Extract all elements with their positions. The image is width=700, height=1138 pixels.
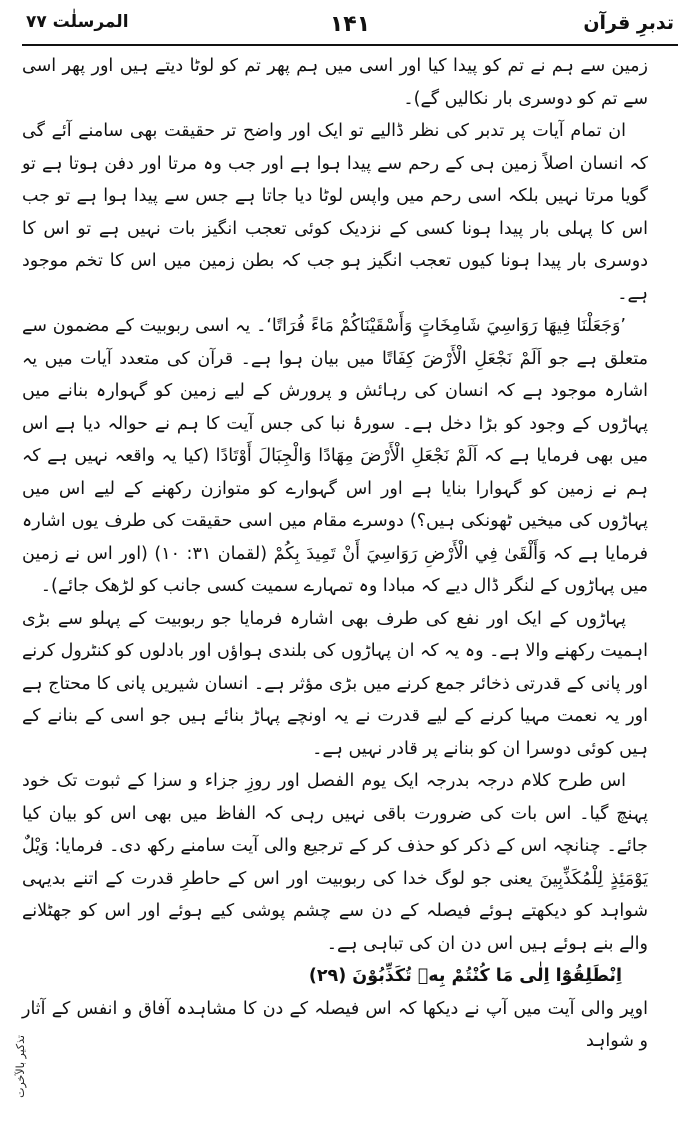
verse-29: اِنْطَلِقُوْٓا اِلٰى مَا كُنْتُمْ بِهٖ تُكَذِّبُوْنَ (۲۹): [308, 966, 622, 986]
paragraph-1: زمین سے ہم نے تم کو پیدا کیا اور اسی میں ہم پھر تم کو لوٹا دیتے ہیں اور پھر اسی سے تم کو دوسری بار نکالیں گے)۔: [22, 56, 648, 109]
page-number: ۱۴۱: [329, 12, 371, 37]
page-body: [22, 46, 678, 1058]
margin-note: تذکیر بالآخرت: [14, 1035, 27, 1098]
surah-name: المرسلٰت ۷۷: [26, 12, 129, 32]
paragraph-last: اوپر والی آیت میں آپ نے دیکھا کہ اس فیصلہ کے دن کا مشاہدہ آفاق و انفس کے آثار و شواہد: [22, 998, 648, 1051]
paragraph-4: پہاڑوں کے ایک اور نفع کی طرف بھی اشارہ فرمایا جو ربوبیت کے پہلو سے بڑی اہمیت رکھنے والا ہے۔ وہ یہ کہ ان پہاڑوں کی بلندی ہواؤں اور بادلوں کو کنٹرول کرنے اور پانی کے قدرتی ذخائر جمع کرنے میں بڑی مؤثر ہے۔ انسان شیریں پانی کا محتاج ہے اور یہ نعمت مہیا کرنے کے لیے قدرت نے یہ اونچے پہاڑ بنائے ہیں جو اسی کے بنانے کے ہیں کوئی دوسرا ان کو بنانے پر قادر نہیں ہے۔: [22, 608, 648, 759]
page-header: [22, 10, 678, 46]
paragraph-5: اس طرح کلام درجہ بدرجہ ایک یوم الفصل اور روزِ جزاء و سزا کے ثبوت تک خود پہنچ گیا۔ اس بات کی ضرورت باقی نہیں رہی کہ الفاظ میں بھی اس کو بیان کیا جائے۔ چنانچہ اس کے ذکر کو حذف کر کے ترجیع والی آیت سامنے رکھ دی۔ فرمایا: وَيْلٌ يَوْمَئِذٍ لِلْمُكَذِّبِينَ یعنی جو لوگ خدا کی ربوبیت اور اس کے حاطرِ قدرت کے اتنے بدیہی شواہد کو دیکھتے ہوئے فیصلہ کے دن سے چشم پوشی کیے ہوئے اور اس کو جھٹلانے والے بنے ہوئے ہیں اس دن ان کی تباہی ہے۔: [22, 771, 648, 954]
book-title: تدبرِ قرآن: [583, 12, 674, 34]
paragraph-2: ان تمام آیات پر تدبر کی نظر ڈالیے تو ایک اور واضح تر حقیقت بھی سامنے آئے گی کہ انسان اصلاً زمین ہی کے رحم سے پیدا ہوا ہے اور جب وہ مرتا اور دفن ہوتا ہے تو گویا مرتا نہیں بلکہ اسی رحم میں واپس لوٹا دیا جاتا ہے جس سے پیدا ہوا ہے تو جب اس کا پہلی بار پیدا ہونا کسی کے نزدیک کوئی تعجب انگیز بات نہیں ہے تو اس کا دوسری بار پیدا ہونا کیوں تعجب انگیز ہو جب کہ بطن زمین میں اس کا تخم موجود ہے۔: [22, 121, 648, 304]
paragraph-3: ’وَجَعَلْنَا فِيهَا رَوَاسِيَ شَامِخَاتٍ وَأَسْقَيْنَاكُمْ مَاءً فُرَاتًا‘۔ یہ اسی ربوبیت کے مضمون سے متعلق ہے جو اَلَمْ نَجْعَلِ الْأَرْضَ كِفَاتًا میں بیان ہوا ہے۔ قرآن کی متعدد آیات میں یہ اشارہ موجود ہے کہ انسان کی رہائش و پرورش کے لیے زمین کو گہوارہ بنانے میں پہاڑوں کے وجود کو بڑا دخل ہے۔ سورۂ نبا کی جس آیت کا ہم نے حوالہ دیا ہے اس میں بھی فرمایا ہے کہ اَلَمْ نَجْعَلِ الْأَرْضَ مِهَادًا وَالْجِبَالَ أَوْتَادًا (کیا یہ واقعہ نہیں ہے کہ ہم نے زمین کو گہوارا بنایا ہے اور اس گہوارے کو متوازن رکھنے کے لیے اس میں پہاڑوں کی میخیں ٹھونکی ہیں؟) دوسرے مقام میں اسی حقیقت کی طرف یوں اشارہ فرمایا ہے کہ وَأَلْقَىٰ فِي الْأَرْضِ رَوَاسِيَ أَنْ تَمِيدَ بِكُمْ (لقمان ۳۱: ۱۰) (اور اس نے زمین میں پہاڑوں کے لنگر ڈال دیے کہ مبادا وہ تمہارے سمیت کسی جانب کو لڑھک جائے)۔: [22, 316, 648, 596]
